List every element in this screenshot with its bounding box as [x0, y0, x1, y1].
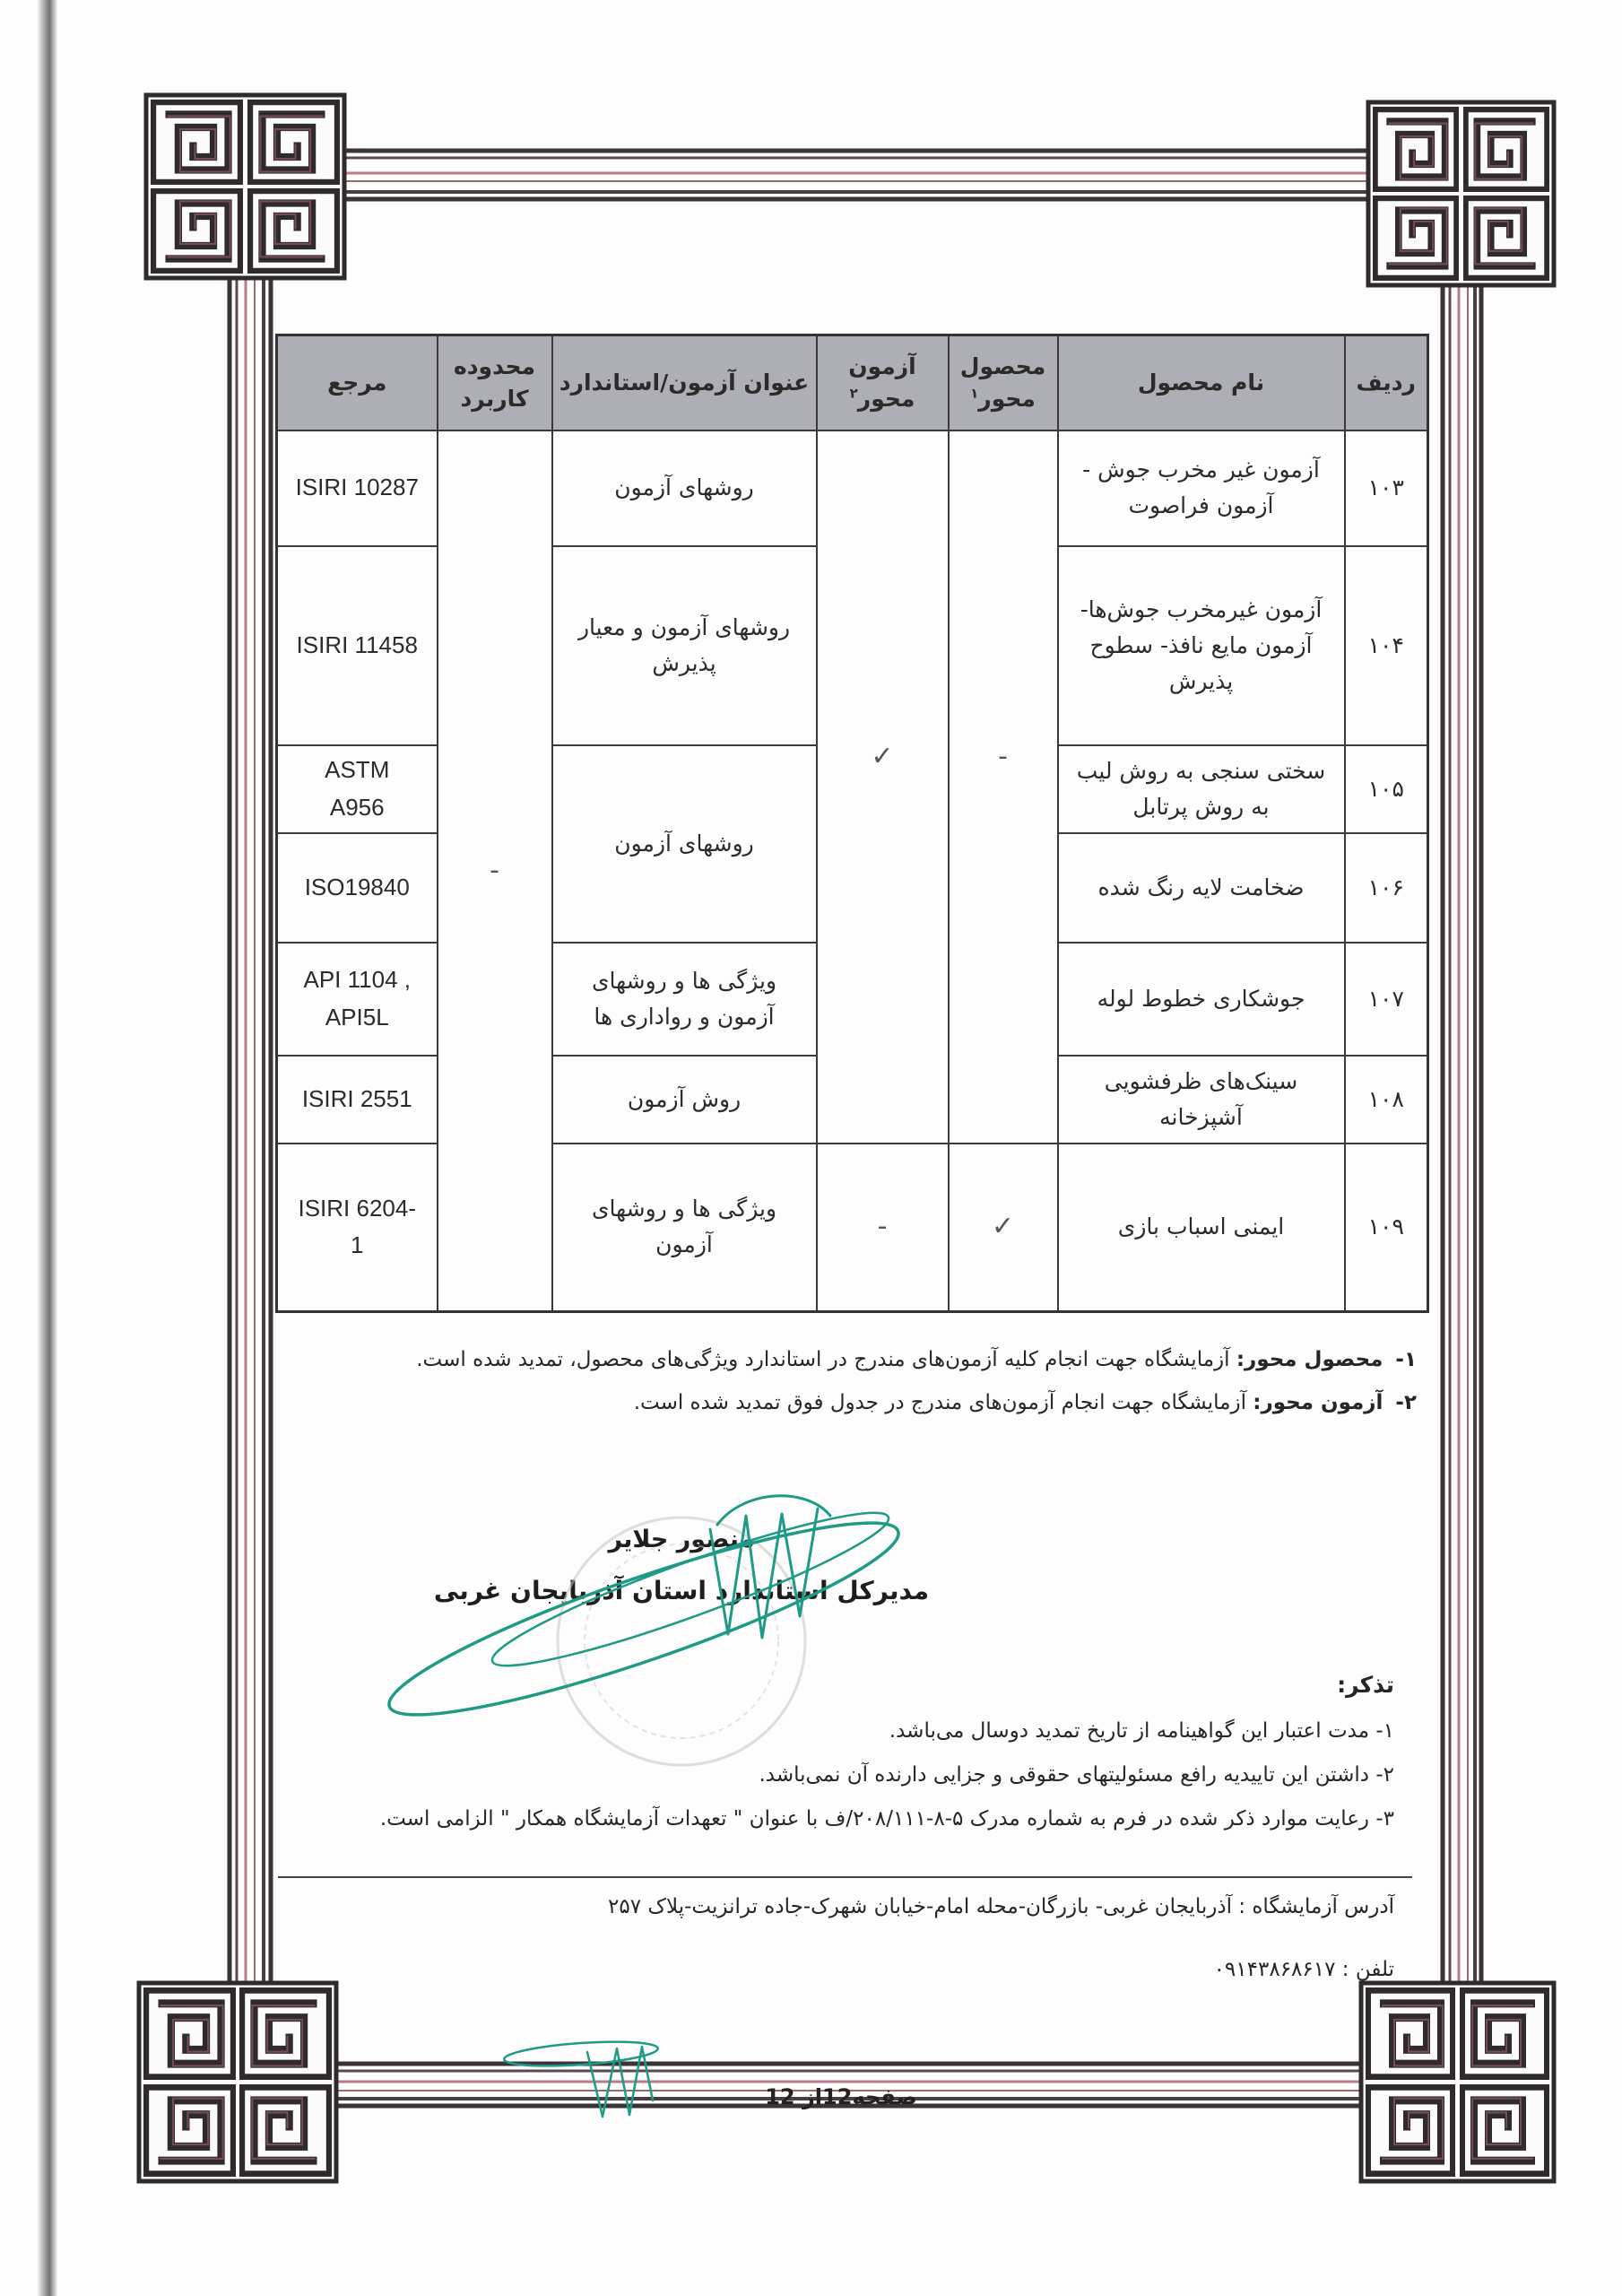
product-name: ضخامت لایه رنگ شده — [1058, 833, 1345, 943]
header-product-axis — [949, 335, 1058, 430]
reference: ASTM A956 — [277, 745, 438, 833]
header-test-axis-line2: محور — [857, 385, 915, 412]
table-footnotes — [251, 1338, 1417, 1424]
footnote-2 — [251, 1381, 1417, 1424]
reference: API 1104 , API5L — [277, 943, 438, 1056]
row-number: ۱۰۴ — [1345, 546, 1428, 745]
row-number: ۱۰۳ — [1345, 430, 1428, 546]
header-product-axis-line2: محور — [978, 385, 1036, 412]
test-title: روشهای آزمون — [552, 745, 817, 943]
footnote-number: ۲- — [1395, 1391, 1417, 1414]
scope-cell: - — [438, 430, 552, 1312]
corner-ornament-top-right — [1368, 102, 1554, 285]
test-axis-cell: - — [817, 1144, 949, 1312]
header-test-axis — [817, 335, 949, 430]
table-header-row — [277, 335, 1428, 430]
product-name: آزمون غیرمخرب جوش‌ها- آزمون مایع نافذ- سطوح پذیرش — [1058, 546, 1345, 745]
test-title: ویژگی ها و روشهای آزمون — [552, 1144, 817, 1312]
note-item: ۳- رعایت موارد ذکر شده در فرم به شماره مدرک ۵-۸-۲۰۸/۱۱۱/ف با عنوان " تعهدات آزمایشگاه همکار " الزامی است. — [379, 1807, 1394, 1831]
corner-ornament-bottom-left — [139, 1983, 336, 2181]
reference: ISIRI 2551 — [277, 1056, 438, 1144]
header-row-number: ردیف — [1345, 335, 1428, 430]
test-title: ویژگی ها و روشهای آزمون و رواداری ها — [552, 943, 817, 1056]
row-number: ۱۰۹ — [1345, 1144, 1428, 1312]
row-number: ۱۰۵ — [1345, 745, 1428, 833]
accreditation-scope-table — [275, 334, 1429, 1313]
reference: ISIRI 6204- 1 — [277, 1144, 438, 1312]
test-title: روشهای آزمون — [552, 430, 817, 546]
product-name: سینک‌های ظرفشویی آشپزخانه — [1058, 1056, 1345, 1144]
signatory-name: منصور جلایر — [608, 1526, 755, 1553]
footnote-marker-1: ۱ — [970, 385, 979, 402]
row-number: ۱۰۸ — [1345, 1056, 1428, 1144]
product-axis-cell: - — [949, 430, 1058, 1144]
frame-border-right — [1443, 285, 1481, 1983]
note-item: ۱- مدت اعتبار این گواهینامه از تاریخ تمدید دوسال می‌باشد. — [889, 1719, 1394, 1743]
product-name: آزمون غیر مخرب جوش - آزمون فراصوت — [1058, 430, 1345, 546]
lab-phone: تلفن : ۰۹۱۴۳۸۶۸۶۱۷ — [1213, 1958, 1394, 1981]
reference: ISIRI 10287 — [277, 430, 438, 546]
product-name: جوشکاری خطوط لوله — [1058, 943, 1345, 1056]
footnote-1 — [251, 1338, 1417, 1381]
product-name: ایمنی اسباب بازی — [1058, 1144, 1345, 1312]
header-reference: مرجع — [277, 335, 438, 430]
footnote-text: آزمایشگاه جهت انجام آزمون‌های مندرج در جدول فوق تمدید شده است. — [633, 1391, 1246, 1414]
lab-address: آدرس آزمایشگاه : آذربایجان غربی- بازرگان-محله امام-خیابان شهرک-جاده ترانزیت-پلاک ۲۵۷ — [608, 1895, 1394, 1918]
footnote-number: ۱- — [1395, 1348, 1417, 1371]
test-axis-cell: ✓ — [817, 430, 949, 1144]
footnote-term: آزمون محور: — [1253, 1391, 1383, 1414]
footnote-text: آزمایشگاه جهت انجام کلیه آزمون‌های مندرج در استاندارد ویژگی‌های محصول، تمدید شده است. — [416, 1348, 1230, 1371]
note-item: ۲- داشتن این تاییدیه رافع مسئولیتهای حقوقی و جزایی دارنده آن نمی‌باشد. — [759, 1763, 1394, 1787]
reference: ISO19840 — [277, 833, 438, 943]
header-test-title: عنوان آزمون/استاندارد — [552, 335, 817, 430]
header-product-axis-line1: محصول — [959, 352, 1046, 379]
signatory-title: مدیرکل استاندارد استان آذربایجان غربی — [433, 1576, 930, 1605]
corner-ornament-bottom-right — [1361, 1983, 1554, 2181]
row-number: ۱۰۶ — [1345, 833, 1428, 943]
page-number: صفحه12از 12 — [765, 2084, 917, 2109]
footnote-term: محصول محور: — [1236, 1348, 1383, 1371]
product-axis-cell: ✓ — [949, 1144, 1058, 1312]
test-title: روشهای آزمون و معیار پذیرش — [552, 546, 817, 745]
scan-edge-shadow — [38, 0, 57, 2296]
notes-heading: تذکر: — [1337, 1672, 1394, 1698]
header-product-name: نام محصول — [1058, 335, 1345, 430]
product-name: سختی سنجی به روش لیب به روش پرتابل — [1058, 745, 1345, 833]
frame-border-top — [344, 151, 1368, 199]
signatory-block — [421, 1516, 941, 1618]
table-row — [277, 430, 1428, 546]
corner-ornament-top-left — [146, 95, 344, 278]
header-test-axis-line1: آزمون — [848, 352, 916, 379]
header-scope: محدوده کاربرد — [438, 335, 552, 430]
reference: ISIRI 11458 — [277, 546, 438, 745]
notes-section — [229, 1661, 1394, 1841]
test-title: روش آزمون — [552, 1056, 817, 1144]
divider — [278, 1876, 1412, 1878]
row-number: ۱۰۷ — [1345, 943, 1428, 1056]
footnote-marker-2: ۲ — [849, 385, 858, 402]
